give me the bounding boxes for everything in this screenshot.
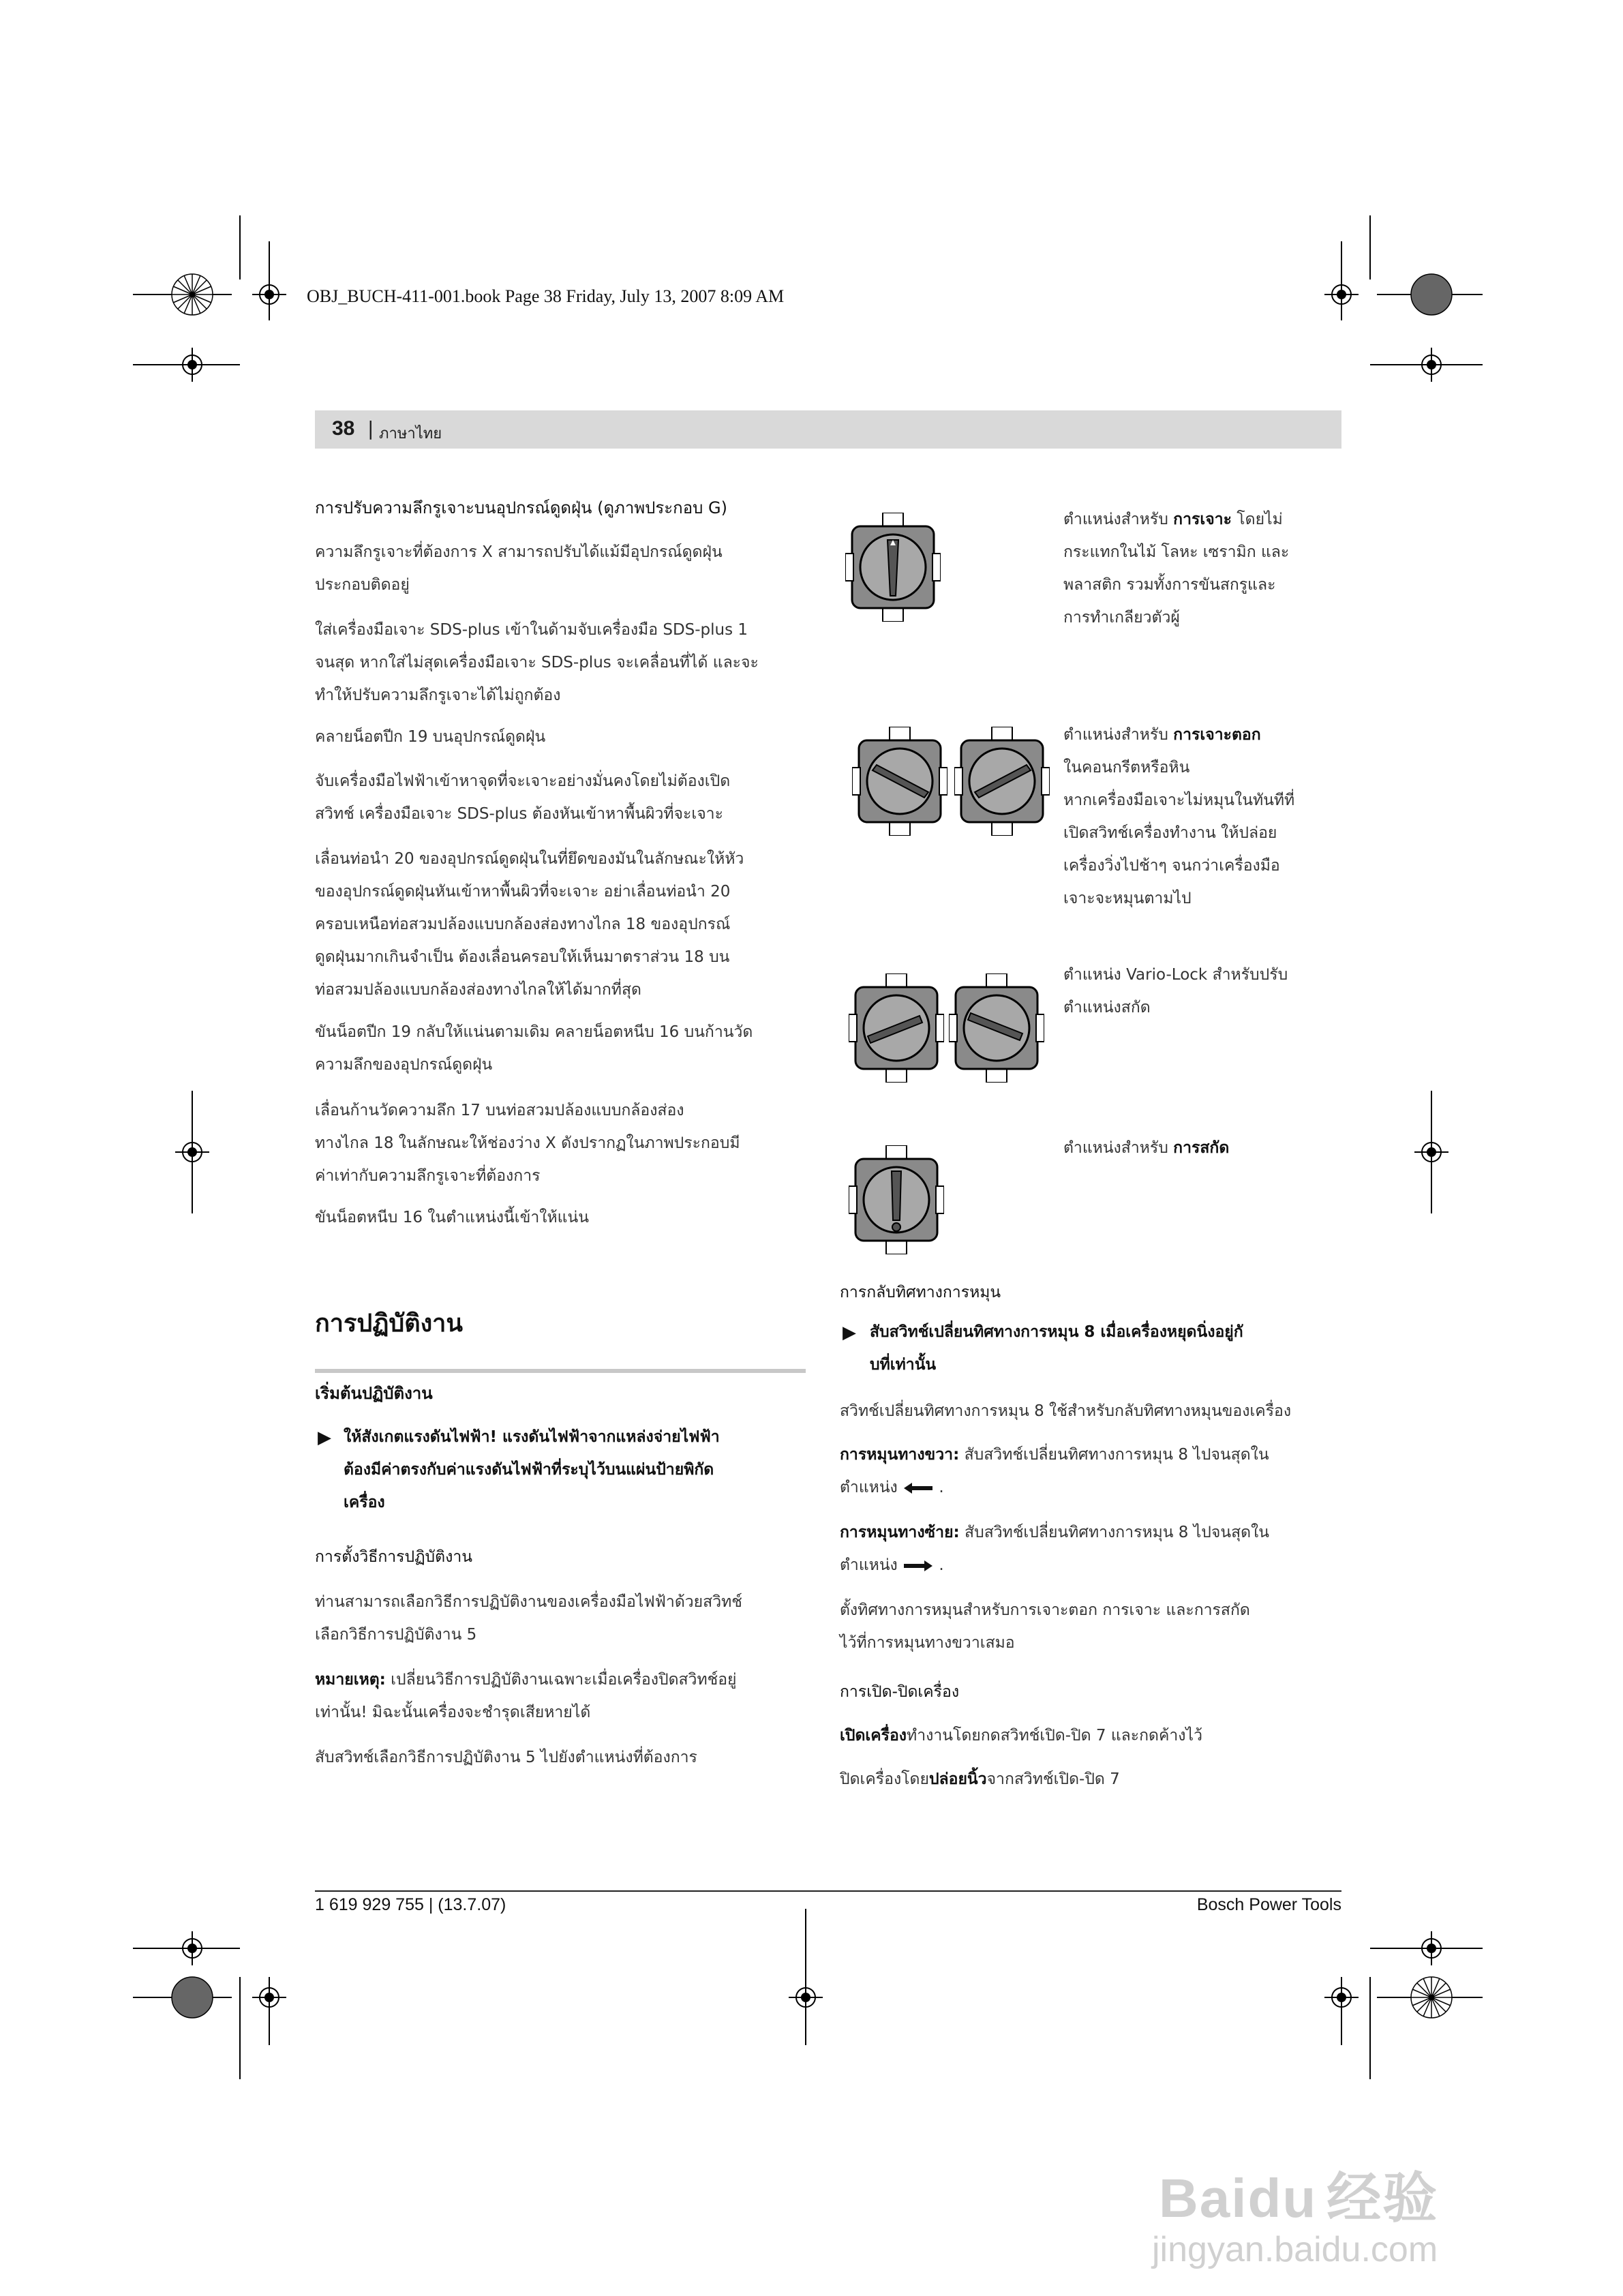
reverse-heading: การกลับทิศทางการหมุน: [840, 1284, 1001, 1301]
header-language: ภาษาไทย: [379, 425, 442, 442]
operation-heading: การปฏิบัติงาน: [315, 1310, 464, 1338]
mode-note-label: หมายเหตุ:: [315, 1671, 386, 1689]
depth-title: การปรับความลึกรูเจาะบนอุปกรณ์ดูดฝุ่น (ดูภาพประกอบ G): [315, 498, 727, 517]
page-number: 38: [332, 417, 355, 440]
depth-paragraph-2: ใส่เครื่องมือเจาะ SDS-plus เข้าในด้ามจับเครื่องมือ SDS-plus 1 จนสุด หากใส่ไม่สุดเครื่องมือเจาะ SDS-plus จะเคลื่อนที่ได้ และจะ ทำให้ปรับความลึกรูเจาะได้ไม่ถูกต้อง: [315, 621, 759, 704]
reverse-paragraph-1: สวิทช์เปลี่ยนทิศทางการหมุน 8 ใช้สำหรับกลับทิศทางหมุนของเครื่อง: [840, 1402, 1292, 1420]
print-slug: OBJ_BUCH-411-001.book Page 38 Friday, July 13, 2007 8:09 AM: [307, 286, 785, 306]
baidu-watermark-url: jingyan.baidu.com: [1152, 2230, 1438, 2269]
footer-doc-number: 1 619 929 755 | (13.7.07): [315, 1895, 506, 1914]
baidu-watermark-logo: Baidu 经验: [1159, 2168, 1439, 2229]
chisel-position-text: ตำแหน่งสำหรับ การสกัด: [1063, 1139, 1230, 1157]
page-header-bar: [315, 410, 1341, 449]
depth-paragraph-4: จับเครื่องมือไฟฟ้าเข้าหาจุดที่จะเจาะอย่างมั่นคงโดยไม่ต้องเปิด สวิทช์ เครื่องมือเจาะ SDS-plus ต้องหันเข้าหาพื้นผิวที่จะเจาะ: [315, 772, 731, 823]
startup-heading: เริ่มต้นปฏิบัติงาน: [315, 1384, 433, 1403]
knob-vario-illustration-1: [849, 973, 944, 1083]
reverse-note-arrow-icon: ▶: [843, 1323, 856, 1343]
depth-paragraph-5: เลื่อนท่อนำ 20 ของอุปกรณ์ดูดฝุ่นในที่ยึดของมันในลักษณะให้หัว ของอุปกรณ์ดูดฝุ่นหันเข้าหาพื้นผิวที่จะเจาะ อย่าเลื่อนท่อนำ 20 ครอบเหนือท่อสวมปล้องแบบกล้องส่องทางไกล 18 ของอุปกรณ์ ดูดฝุ่นมากเกินจำเป็น ต้องเลื่อนครอบให้เห็นมาตราส่วน 18 บน ท่อสวมปล้องแบบกล้องส่องทางไกลให้ได้มากที่สุด: [315, 850, 744, 999]
reverse-paragraph-4: ตั้งทิศทางการหมุนสำหรับการเจาะตอก การเจาะ และการสกัด ไว้ที่การหมุนทางขวาเสมอ: [840, 1601, 1250, 1652]
depth-paragraph-1: ความลึกรูเจาะที่ต้องการ X สามารถปรับได้แม้มีอุปกรณ์ดูดฝุ่น ประกอบติดอยู่: [315, 543, 723, 594]
knob-hammer-illustration-1: [852, 727, 947, 836]
arrow-left-icon: [902, 1481, 934, 1495]
mode-paragraph-3: สับสวิทช์เลือกวิธีการปฏิบัติงาน 5 ไปยังตำแหน่งที่ต้องการ: [315, 1749, 697, 1766]
depth-paragraph-8: ขันน็อตหนีบ 16 ในตำแหน่งนี้เข้าให้แน่น: [315, 1209, 589, 1226]
footer-rule: [315, 1890, 1341, 1892]
depth-paragraph-3: คลายน็อตปีก 19 บนอุปกรณ์ดูดฝุ่น: [315, 728, 546, 746]
right-rotation-text: การหมุนทางขวา: สับสวิทช์เปลี่ยนทิศทางการหมุน 8 ไปจนสุดใน ตำแหน่ง .: [840, 1446, 1269, 1496]
vario-position-text: ตำแหน่ง Vario-Lock สำหรับปรับ ตำแหน่งสกัด: [1063, 966, 1288, 1016]
switch-off-text: ปิดเครื่องโดยปล่อยนิ้วจากสวิทช์เปิด-ปิด 7: [840, 1770, 1120, 1788]
drill-position-text: ตำแหน่งสำหรับ การเจาะ โดยไม่ กระแทกในไม้ โลหะ เซรามิก และ พลาสติก รวมทั้งการขันสกรูและ การทำเกลียวตัวผู้: [1063, 511, 1290, 626]
header-separator: |: [367, 417, 374, 440]
knob-drill-illustration: [845, 513, 941, 622]
hammer-position-text: ตำแหน่งสำหรับ การเจาะตอก ในคอนกรีตหรือหิน หากเครื่องมือเจาะไม่หมุนในทันทีที่ เปิดสวิทช์เครื่องทำงาน ให้ปล่อย เครื่องวิ่งไปช้าๆ จนกว่าเครื่องมือ เจาะจะหมุนตามไป: [1063, 726, 1295, 907]
mode-heading: การตั้งวิธีการปฏิบัติงาน: [315, 1548, 472, 1566]
mode-note: หมายเหตุ: เปลี่ยนวิธีการปฏิบัติงานเฉพาะเมื่อเครื่องปิดสวิทช์อยู่ เท่านั้น! มิฉะนั้นเครื่องจะชำรุดเสียหายได้: [315, 1671, 737, 1721]
left-rotation-text: การหมุนทางซ้าย: สับสวิทช์เปลี่ยนทิศทางการหมุน 8 ไปจนสุดใน ตำแหน่ง .: [840, 1524, 1270, 1574]
startup-rule: [315, 1369, 806, 1373]
switch-on-text: เปิดเครื่องทำงานโดยกดสวิทช์เปิด-ปิด 7 และกดค้างไว้: [840, 1727, 1202, 1744]
startup-note: ให้สังเกตแรงดันไฟฟ้า! แรงดันไฟฟ้าจากแหล่งจ่ายไฟฟ้า ต้องมีค่าตรงกับค่าแรงดันไฟฟ้าที่ระบุไว้บนแผ่นป้ายพิกัด เครื่อง: [344, 1428, 720, 1511]
reverse-note: สับสวิทช์เปลี่ยนทิศทางการหมุน 8 เมื่อเครื่องหยุดนิ่งอยู่กั บที่เท่านั้น: [870, 1323, 1243, 1374]
footer-brand: Bosch Power Tools: [1196, 1895, 1341, 1914]
depth-paragraph-7: เลื่อนก้านวัดความลึก 17 บนท่อสวมปล้องแบบกล้องส่อง ทางไกล 18 ในลักษณะให้ช่องว่าง X ดังปรากฏในภาพประกอบมี ค่าเท่ากับความลึกรูเจาะที่ต้องการ: [315, 1102, 740, 1185]
mode-paragraph-1: ท่านสามารถเลือกวิธีการปฏิบัติงานของเครื่องมือไฟฟ้าด้วยสวิทช์ เลือกวิธีการปฏิบัติงาน 5: [315, 1593, 742, 1644]
knob-vario-illustration-2: [949, 973, 1044, 1083]
knob-chisel-illustration: [849, 1145, 944, 1254]
arrow-right-icon: [902, 1559, 934, 1573]
onoff-heading: การเปิด-ปิดเครื่อง: [840, 1683, 960, 1701]
depth-paragraph-6: ขันน็อตปีก 19 กลับให้แน่นตามเดิม คลายน็อตหนีบ 16 บนก้านวัด ความลึกของอุปกรณ์ดูดฝุ่น: [315, 1023, 753, 1074]
knob-hammer-illustration-2: [954, 727, 1050, 836]
startup-note-arrow-icon: ▶: [318, 1428, 331, 1448]
